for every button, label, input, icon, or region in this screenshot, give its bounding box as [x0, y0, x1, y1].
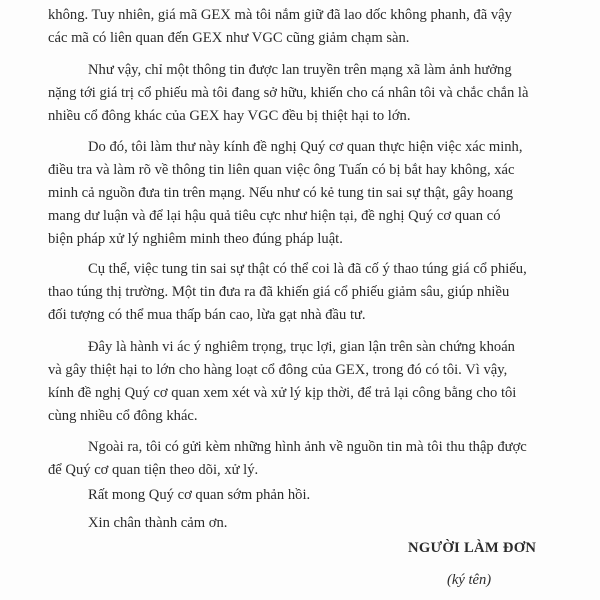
- paragraph-line: biện pháp xử lý nghiêm minh theo đúng pháp luật.: [48, 231, 343, 247]
- paragraph-line: kính đề nghị Quý cơ quan xem xét và xử lý kịp thời, để trả lại công bằng cho tôi: [48, 385, 517, 401]
- letter-paragraph-6: [48, 436, 560, 482]
- paragraph-line: cùng nhiều cổ đông khác.: [48, 408, 198, 424]
- paragraph-line: Ngoài ra, tôi có gửi kèm những hình ảnh về nguồn tin mà tôi thu thập được: [88, 439, 527, 455]
- letter-paragraph-4: [48, 258, 560, 327]
- paragraph-line: thao túng thị trường. Một tin đưa ra đã khiến giá cổ phiếu giảm sâu, giúp nhiều: [48, 284, 510, 300]
- paragraph-line: mang dư luận và để lại hậu quả tiêu cực như hiện tại, đề nghị Quý cơ quan có: [48, 208, 501, 224]
- paragraph-line: nhiều cổ đông khác của GEX hay VGC đều bị thiệt hại to lớn.: [48, 108, 411, 124]
- paragraph-line: Do đó, tôi làm thư này kính đề nghị Quý cơ quan thực hiện việc xác minh,: [88, 139, 523, 155]
- paragraph-line: để Quý cơ quan tiện theo dõi, xử lý.: [48, 462, 259, 478]
- paragraph-line: không. Tuy nhiên, giá mã GEX mà tôi nắm giữ đã lao dốc không phanh, đã vậy: [48, 7, 512, 23]
- letter-paragraph-8: [48, 512, 560, 535]
- paragraph-line: Như vậy, chỉ một thông tin được lan truyền trên mạng xã làm ảnh hưởng: [88, 62, 512, 78]
- letter-paragraph-2: [48, 59, 560, 128]
- paragraph-line: Rất mong Quý cơ quan sớm phản hồi.: [88, 487, 311, 503]
- paragraph-line: Cụ thể, việc tung tin sai sự thật có thể coi là đã cố ý thao túng giá cổ phiếu,: [88, 261, 527, 277]
- letter-paragraph-1: [48, 4, 560, 50]
- paragraph-line: minh cả nguồn đưa tin trên mạng. Nếu như có kẻ tung tin sai sự thật, gây hoang: [48, 185, 514, 201]
- paragraph-line: nặng tới giá trị cổ phiếu mà tôi đang sở hữu, khiến cho cá nhân tôi và chắc chắn là: [48, 85, 529, 101]
- letter-paragraph-3: [48, 136, 560, 251]
- paragraph-line: Xin chân thành cảm ơn.: [88, 515, 228, 531]
- paragraph-line: đối tượng có thể mua thấp bán cao, lừa gạt nhà đầu tư.: [48, 307, 366, 323]
- paragraph-line: và gây thiệt hại to lớn cho hàng loạt cổ đông của GEX, trong đó có tôi. Vì vậy,: [48, 362, 508, 378]
- signature-note: (ký tên): [447, 572, 492, 588]
- paragraph-line: điều tra và làm rõ về thông tin liên quan việc ông Tuấn có bị bắt hay không, xác: [48, 162, 515, 178]
- signature-title: NGƯỜI LÀM ĐƠN: [408, 540, 537, 556]
- paragraph-line: Đây là hành vi ác ý nghiêm trọng, trục lợi, gian lận trên sàn chứng khoán: [88, 339, 515, 355]
- letter-paragraph-5: [48, 336, 560, 428]
- letter-paragraph-7: [48, 484, 560, 507]
- paragraph-line: các mã có liên quan đến GEX như VGC cũng giảm chạm sàn.: [48, 30, 410, 46]
